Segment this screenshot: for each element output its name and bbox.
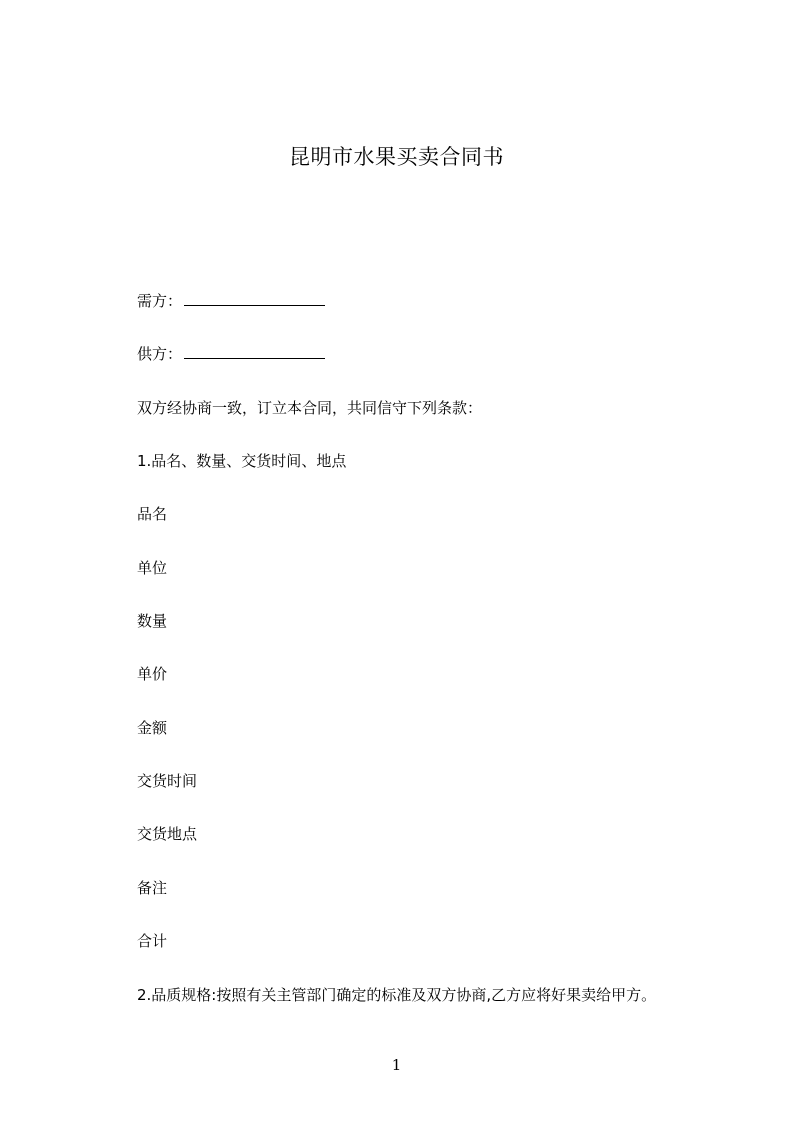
field-quantity: 数量 [137, 612, 168, 630]
field-product-name: 品名 [137, 505, 168, 523]
field-unit: 单位 [137, 559, 168, 577]
supply-party-label: 供方： [137, 345, 183, 363]
demand-party-blank [184, 291, 325, 306]
page-number: 1 [391, 1056, 402, 1074]
supply-party-line [137, 344, 325, 364]
clause-2-quality: 2.品质规格:按照有关主管部门确定的标准及双方协商,乙方应将好果卖给甲方。 [137, 986, 657, 1004]
intro-paragraph: 双方经协商一致，订立本合同，共同信守下列条款： [137, 399, 483, 417]
field-unit-price: 单价 [137, 665, 168, 683]
field-amount: 金额 [137, 719, 168, 737]
field-total: 合计 [137, 932, 168, 950]
demand-party-label: 需方： [137, 292, 183, 310]
supply-party-blank [184, 344, 325, 359]
clause-1-heading: 1.品名、数量、交货时间、地点 [137, 452, 347, 470]
field-delivery-location: 交货地点 [137, 825, 198, 843]
document-title: 昆明市水果买卖合同书 [289, 145, 504, 169]
demand-party-line [137, 291, 325, 311]
field-delivery-time: 交货时间 [137, 772, 198, 790]
field-remarks: 备注 [137, 879, 168, 897]
